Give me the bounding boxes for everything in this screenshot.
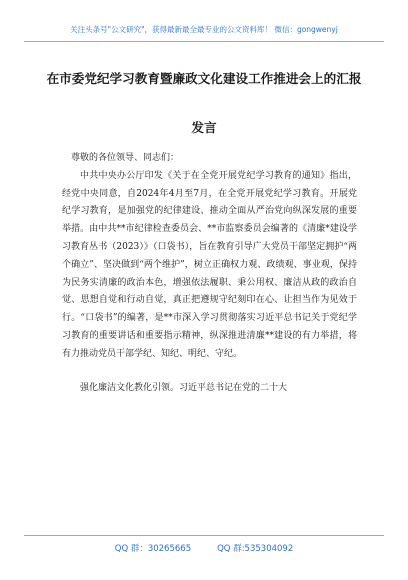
salutation: 尊敬的各位领导、同志们： — [71, 153, 180, 163]
footer-qq-group-1: QQ 群：30265665 — [114, 544, 192, 554]
document-title-line2: 发言 — [191, 120, 217, 135]
footer-qq-group-2: QQ 群:535304092 — [217, 544, 294, 554]
body-paragraph-1: 中共中央办公厅印发《关于在全党开展党纪学习教育的通知》指出，经党中央同意，自2024年4月至7月，在全党开展党纪学习教育。开展党纪学习教育，是加强党的纪律建设、推动全面从严治党向纵深发展的重要举措。由中共**市纪律检查委员会、**市监察委员会编著的《清廉*建设学习教育丛书（2023）》（口袋书），旨在教育引导广大党员干部坚定拥护“两个确立”、坚决做到“两个维护”，树立正确权力观、政绩观、事业观，保持为民务实清廉的政治本色，增强依法履职、秉公用权、廉洁从政的政治自觉、思想自觉和行动自觉，真正把遵规守纪刻印在心、让担当作为见效于行。“口袋书”的编著，是**市深入学习贯彻落实习近平总书记关于党纪学习教育的重要讲话和重要指示精神，纵深推进清廉**建设的有力举措，将有力推动党员干部学纪、知纪、明纪、守纪。 — [62, 170, 357, 359]
body-paragraph-2: 强化廉洁文化教化引领。习近平总书记在党的二十大 — [80, 382, 288, 393]
footer — [0, 542, 408, 554]
document-body — [62, 150, 357, 397]
footer-divider — [24, 535, 384, 536]
header-banner: 关注头条号"公文研究"，获得最新最全最专业的公文资料库！ 微信：gongwenyj — [70, 25, 338, 34]
document-title-line1: 在市委党纪学习教育暨廉政文化建设工作推进会上的汇报 — [46, 71, 362, 86]
header-divider — [24, 41, 384, 42]
